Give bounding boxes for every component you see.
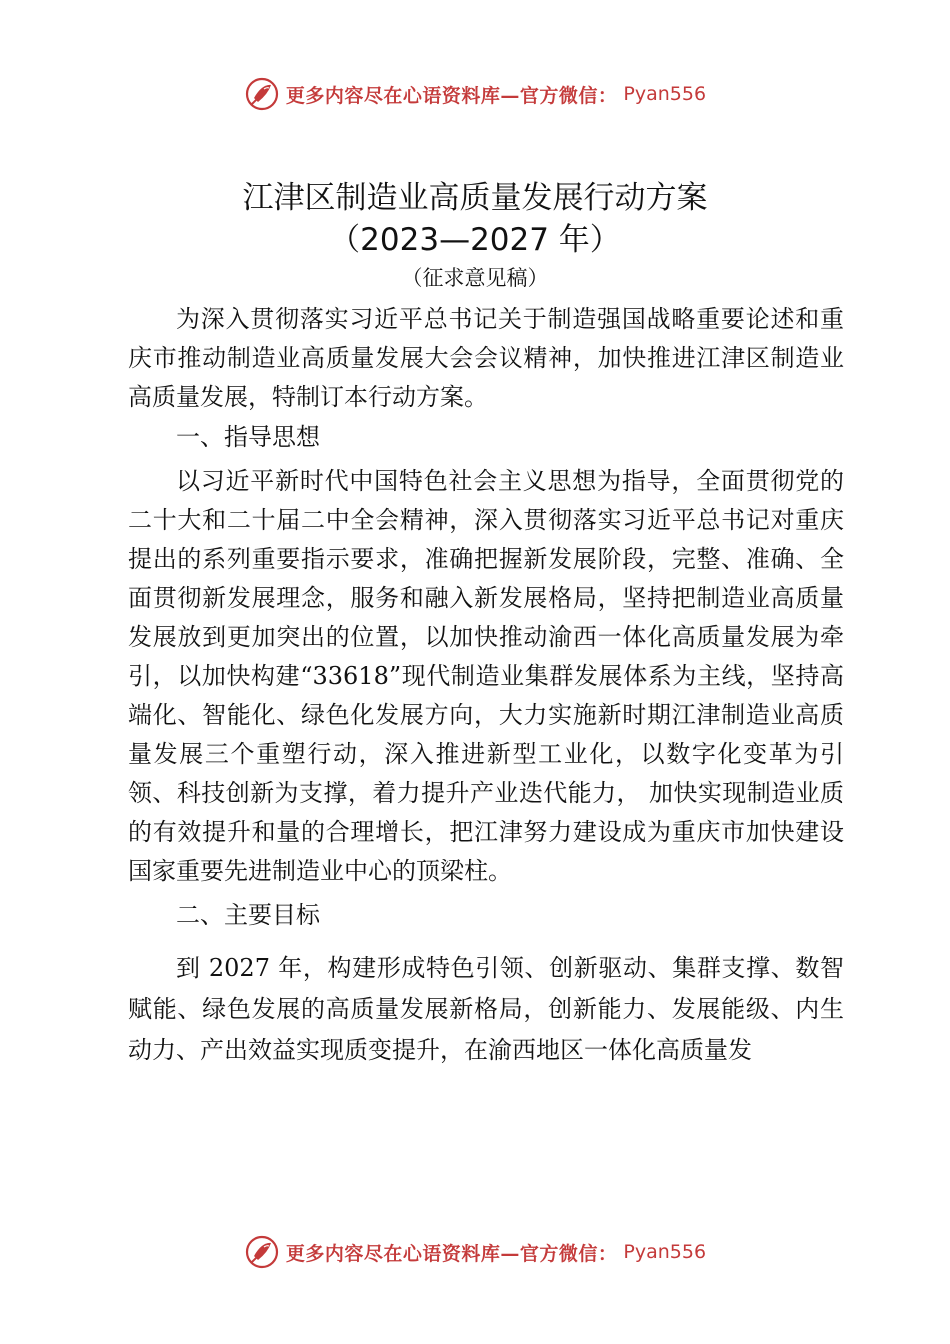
document-title-years: （2023—2027 年） [329,222,621,258]
banner-wechat-id: Pyan556 [623,1241,707,1263]
footer-banner [0,1232,950,1272]
banner-text: 更多内容尽在心语资料库—官方微信： [285,84,618,107]
section-heading-guiding-thought: 一、指导思想 [176,423,320,451]
banner-wechat-id: Pyan556 [623,83,707,105]
document-title: 江津区制造业高质量发展行动方案 [242,180,708,216]
intro-paragraph: 为深入贯彻落实习近平总书记关于制造强国战略重要论述和重庆市推动制造业高质量发展大会会议精神，加快推进江津区制造业高质量发展，特制订本行动方案。 [128,305,844,411]
pen-nib-logo-icon [244,76,280,112]
main-goals-paragraph: 到 2027 年，构建形成特色引领、创新驱动、集群支撑、数智赋能、绿色发展的高质量发展新格局，创新能力、发展能级、内生动力、产出效益实现质变提升，在渝西地区一体化高质量发 [128,954,844,1064]
banner-text: 更多内容尽在心语资料库—官方微信： [285,1242,618,1265]
guiding-thought-paragraph: 以习近平新时代中国特色社会主义思想为指导，全面贯彻党的二十大和二十届二中全会精神，深入贯彻落实习近平总书记对重庆提出的系列重要指示要求，准确把握新发展阶段，完整、准确、全面贯彻新发展理念，服务和融入新发展格局，坚持把制造业高质量发展放到更加突出的位置，以加快推动渝西一体化高质量发展为牵引，以加快构建“33618”现代制造业集群发展体系为主线，坚持高端化、智能化、绿色化发展方向，大力实施新时期江津制造业高质量发展三个重塑行动，深入推进新型工业化，以数字化变革为引领、科技创新为支撑，着力提升产业迭代能力， 加快实现制造业质的有效提升和量的合理增长，把江津努力建设成为重庆市加快建设国家重要先进制造业中心的顶梁柱。 [128,467,844,885]
header-banner [0,74,950,114]
section-heading-main-goals: 二、主要目标 [176,901,320,929]
document-subtitle: （征求意见稿） [401,266,549,290]
pen-nib-logo-icon [244,1234,280,1270]
